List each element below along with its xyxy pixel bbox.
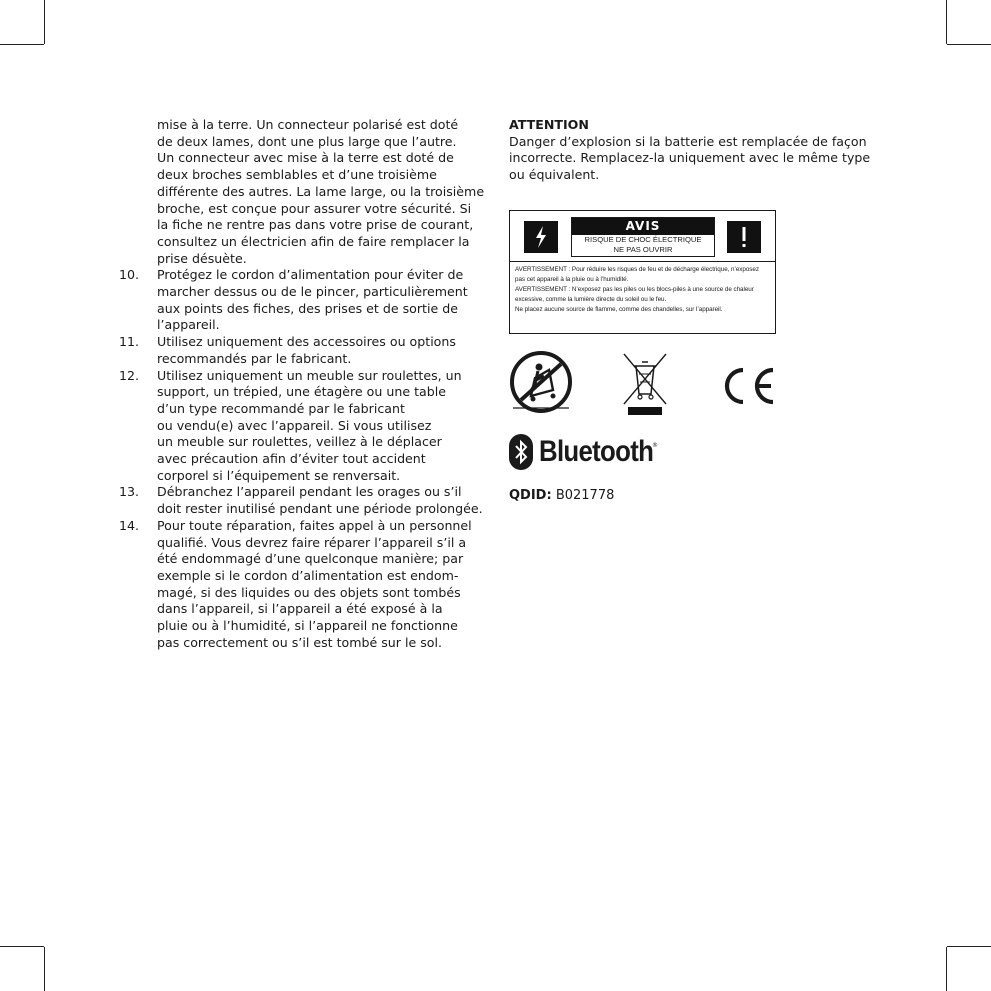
text-line: AVERTISSEMENT : N’exposez pas les piles ou les blocs-piles à une source de chaleur xyxy=(515,285,754,293)
text-line: ou équivalent. xyxy=(509,167,600,183)
crop-mark-bottom-right-h xyxy=(947,946,991,947)
list-item xyxy=(117,368,489,485)
text-line: pas correctement ou s’il est tombé sur le sol. xyxy=(157,634,442,650)
text-line: qualifié. Vous devrez faire réparer l’appareil s’il a xyxy=(157,534,467,550)
lightning-triangle-icon xyxy=(524,221,558,253)
registered-mark: ® xyxy=(652,442,658,449)
attention-section xyxy=(509,117,881,184)
warning-label-text xyxy=(515,265,773,315)
bluetooth-icon xyxy=(509,434,533,470)
avis-panel xyxy=(571,217,715,257)
list-item xyxy=(117,484,489,517)
text-line: de deux lames, dont une plus large que l’autre. xyxy=(157,133,457,149)
bluetooth-logo xyxy=(509,434,709,472)
safety-instructions-column xyxy=(117,117,489,652)
text-line: pas cet appareil à la pluie ou à l’humidité. xyxy=(515,275,629,283)
text-line: AVERTISSEMENT : Pour réduire les risques de feu et de décharge électrique, n’exposez xyxy=(515,266,759,273)
text-line: Pour toute réparation, faites appel à un personnel xyxy=(157,517,472,533)
text-line: broche, est conçue pour assurer votre sécurité. Si xyxy=(157,200,472,216)
ce-mark-icon xyxy=(717,365,777,407)
attention-text xyxy=(509,134,881,184)
qdid-line xyxy=(509,488,614,504)
item-9-continuation xyxy=(117,117,489,267)
text-line: corporel si l’équipement se renversait. xyxy=(157,467,401,483)
crop-mark-bottom-left-h xyxy=(0,946,44,947)
text-line: Utilisez uniquement des accessoires ou options xyxy=(157,334,456,350)
text-line: dans l’appareil, si l’appareil a été exposé à la xyxy=(157,601,443,617)
crop-mark-bottom-right-v xyxy=(946,947,947,991)
text-line: un meuble sur roulettes, veillez à le déplacer xyxy=(157,434,442,450)
crop-mark-bottom-left-v xyxy=(44,947,45,991)
list-item xyxy=(117,334,489,367)
shock-warning-label xyxy=(509,210,776,334)
text-line: marcher dessus ou de le pincer, particulièrement xyxy=(157,284,468,300)
crop-mark-top-right-v xyxy=(946,0,947,44)
text-line: Utilisez uniquement un meuble sur roulettes, un xyxy=(157,367,462,383)
avis-subtitle-1: RISQUE DE CHOC ÉLECTRIQUE xyxy=(584,235,702,244)
text-line: été endommagé d’une quelconque manière; par xyxy=(157,551,464,567)
text-line: support, un trépied, une étagère ou une table xyxy=(157,384,446,400)
text-line: différente des autres. La lame large, ou la troisième xyxy=(157,183,485,199)
cart-tip-over-icon xyxy=(509,350,573,414)
text-line: Danger d’explosion si la batterie est remplacée de façon xyxy=(509,133,867,149)
text-line: consultez un électricien afin de faire remplacer la xyxy=(157,233,470,249)
list-item xyxy=(117,267,489,334)
text-line: exemple si le cordon d’alimentation est endom- xyxy=(157,567,459,583)
attention-heading: ATTENTION xyxy=(509,117,589,132)
warning-label-header xyxy=(510,211,775,261)
text-line: aux points des fiches, des prises et de sortie de xyxy=(157,300,458,316)
weee-crossed-bin-icon xyxy=(622,352,668,416)
item-number: 14. xyxy=(119,517,140,533)
text-line: avec précaution afin d’éviter tout accident xyxy=(157,451,426,467)
text-line: Un connecteur avec mise à la terre est doté de xyxy=(157,150,454,166)
text-line: recommandés par le fabricant. xyxy=(157,350,352,366)
item-number: 12. xyxy=(119,367,140,383)
qdid-label: QDID: xyxy=(509,488,552,503)
crop-mark-top-left-v xyxy=(44,0,45,44)
text-line: Débranchez l’appareil pendant les orages ou s’il xyxy=(157,484,462,500)
text-line: Ne placez aucune source de flamme, comme des chandelles, sur l’appareil. xyxy=(515,305,723,313)
text-line: magé, si des liquides ou des objets sont tombés xyxy=(157,584,461,600)
text-line: excessive, comme la lumière directe du soleil ou le feu. xyxy=(515,295,667,303)
crop-mark-top-right-h xyxy=(947,44,991,45)
text-line: prise désuète. xyxy=(157,250,247,266)
warning-label-divider xyxy=(510,261,775,262)
text-line: Protégez le cordon d’alimentation pour éviter de xyxy=(157,267,464,283)
qdid-value: B021778 xyxy=(555,488,615,503)
item-number: 11. xyxy=(119,334,140,350)
crop-mark-top-left-h xyxy=(0,44,44,45)
instruction-list xyxy=(117,267,489,651)
exclamation-triangle-icon xyxy=(727,221,761,253)
text-line: d’un type recommandé par le fabricant xyxy=(157,400,405,416)
text-line: ou vendu(e) avec l’appareil. Si vous utilisez xyxy=(157,417,432,433)
avis-subtitle-2: NE PAS OUVRIR xyxy=(613,245,673,254)
text-line: incorrecte. Remplacez-la uniquement avec le même type xyxy=(509,150,871,166)
text-line: la fiche ne rentre pas dans votre prise de courant, xyxy=(157,217,474,233)
item-number: 10. xyxy=(119,267,140,283)
avis-title: AVIS xyxy=(572,218,714,235)
text-line: pluie ou à l’humidité, si l’appareil ne fonctionne xyxy=(157,618,458,634)
text-line: deux broches semblables et d’une troisième xyxy=(157,167,437,183)
text-line: l’appareil. xyxy=(157,317,220,333)
item-number: 13. xyxy=(119,484,140,500)
text-line: mise à la terre. Un connecteur polarisé est doté xyxy=(157,117,459,132)
list-item xyxy=(117,518,489,652)
text-line: doit rester inutilisé pendant une période prolongée. xyxy=(157,501,483,517)
bluetooth-wordmark: Bluetooth xyxy=(539,435,654,468)
